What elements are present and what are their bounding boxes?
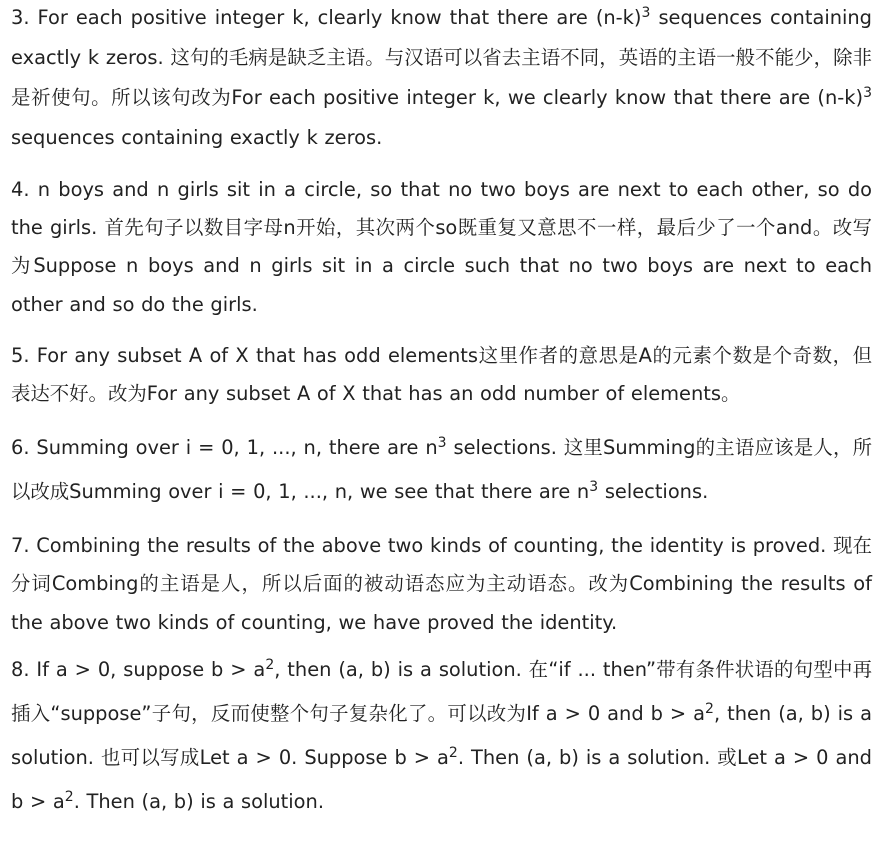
text-segment: 7. Combining the results of the above two kinds of counting, the identity is proved. 现在分词Combing的主语是人，所以后面的被动语态应为主动语态。改为Combining the results of the above two kinds of counting, we have proved the identity. <box>11 534 872 634</box>
paragraph-item-7 <box>11 527 872 642</box>
superscript-exponent: 2 <box>64 788 74 805</box>
paragraph-item-8 <box>11 648 872 824</box>
text-segment: . Then (a, b) is a solution. <box>73 789 324 813</box>
text-segment: 4. n boys and n girls sit in a circle, so that no two boys are next to each other, so do the girls. 首先句子以数目字母n开始，其次两个so既重复又意思不一样，最后少了一个and。改写为Suppose n boys and n girls sit in a circle such that no two boys are next to each other and so do the girls. <box>11 178 872 316</box>
text-segment: . Then (a, b) is a solution. 或Let a > 0 and b > a <box>11 745 872 813</box>
text-segment: 6. Summing over i = 0, 1, ..., n, there are n <box>11 436 438 460</box>
superscript-exponent: 3 <box>589 479 599 496</box>
paragraph-item-3 <box>11 0 872 158</box>
text-segment: 3. For each positive integer k, clearly know that there are (n-k) <box>11 6 642 29</box>
superscript-exponent: 3 <box>641 5 651 21</box>
paragraph-item-5 <box>11 337 872 413</box>
paragraph-item-6 <box>11 426 872 514</box>
text-segment: sequences containing exactly k zeros. <box>11 126 383 149</box>
paragraph-item-4 <box>11 171 872 324</box>
superscript-exponent: 3 <box>437 435 447 452</box>
text-segment: , then (a, b) is a solution. 在“if ... then”带有条件状语的句型中再插入“suppose”子句，反而使整个句子复杂化了。可以改为If a > 0 and b > a <box>11 657 872 725</box>
superscript-exponent: 3 <box>863 85 872 101</box>
text-segment: selections. 这里Summing的主语应该是人，所以改成Summing over i = 0, 1, ..., n, we see that there are n <box>11 436 873 504</box>
text-segment: selections. <box>598 480 709 504</box>
superscript-exponent: 2 <box>265 656 275 673</box>
text-segment: , then (a, b) is a solution. 也可以写成Let a > 0. Suppose b > a <box>11 701 872 769</box>
text-segment: 5. For any subset A of X that has odd elements这里作者的意思是A的元素个数是个奇数，但表达不好。改为For any subset A of X that has an odd number of elements。 <box>11 343 872 406</box>
text-segment: 8. If a > 0, suppose b > a <box>11 657 266 681</box>
superscript-exponent: 2 <box>448 744 458 761</box>
text-segment: sequences containing exactly k zeros. 这句的毛病是缺乏主语。与汉语可以省去主语不同，英语的主语一般不能少，除非是祈使句。所以该句改为For each positive integer k, we clearly know that there are (n-k) <box>11 6 872 109</box>
superscript-exponent: 2 <box>705 700 714 717</box>
